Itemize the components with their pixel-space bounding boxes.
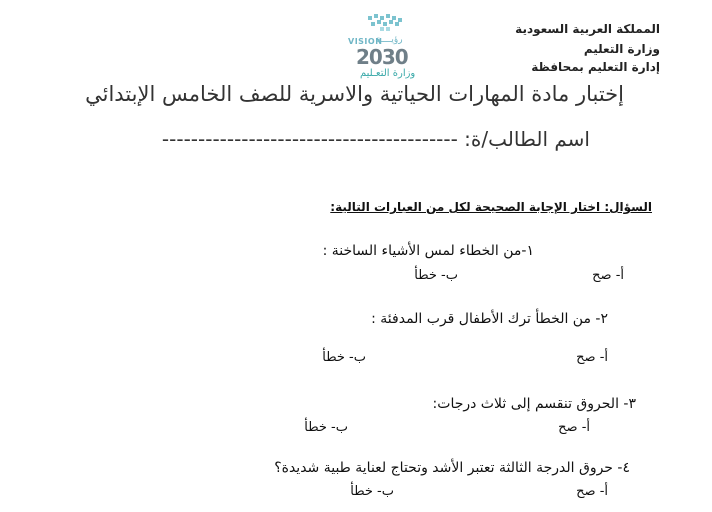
- logo-ministry-text: وزارة التعـليم: [360, 68, 416, 79]
- item-1-option-a[interactable]: أ- صح: [592, 268, 624, 283]
- exam-title: إختبار مادة المهارات الحياتية والاسرية للصف الخامس الإبتدائي: [85, 82, 624, 106]
- item-2-text: ٢- من الخطأ ترك الأطفال قرب المدفئة :: [371, 311, 608, 327]
- item-2-option-b[interactable]: ب- خطأ: [322, 350, 366, 365]
- logo-year: 2030: [356, 45, 408, 69]
- item-3-text: ٣- الحروق تنقسم إلى ثلاث درجات:: [432, 396, 636, 412]
- item-2-option-a[interactable]: أ- صح: [576, 350, 608, 365]
- item-3-option-a[interactable]: أ- صح: [558, 420, 590, 435]
- item-3-option-b[interactable]: ب- خطأ: [304, 420, 348, 435]
- item-4-text: ٤- حروق الدرجة الثالثة تعتبر الأشد وتحتاج لعناية طبية شديدة؟: [274, 460, 630, 476]
- item-4-option-a[interactable]: أ- صح: [576, 484, 608, 499]
- item-1-text: ١-من الخطاء لمس الأشياء الساخنة :: [322, 243, 534, 259]
- header-country: المملكة العربية السعودية: [515, 22, 660, 36]
- item-4-option-b[interactable]: ب- خطأ: [350, 484, 394, 499]
- logo-vision-arabic: رؤيــــة: [376, 35, 403, 45]
- header-ministry: وزارة التعليم: [583, 42, 660, 56]
- student-name-label: اسم الطالب/ة:: [464, 127, 590, 151]
- logo-vision-text: VISION: [348, 37, 383, 46]
- vision-2030-logo: [346, 12, 416, 79]
- item-1-option-b[interactable]: ب- خطأ: [414, 268, 458, 283]
- logo-wave-icon: [346, 12, 416, 36]
- student-name-blank[interactable]: -----------------------------------------: [161, 127, 458, 151]
- question-heading: السؤال: اختار الإجابة الصحيحة لكل من العبارات التالية:: [330, 200, 652, 214]
- header-directorate: إدارة التعليم بمحافظة: [531, 60, 660, 74]
- student-name-line: [162, 127, 590, 151]
